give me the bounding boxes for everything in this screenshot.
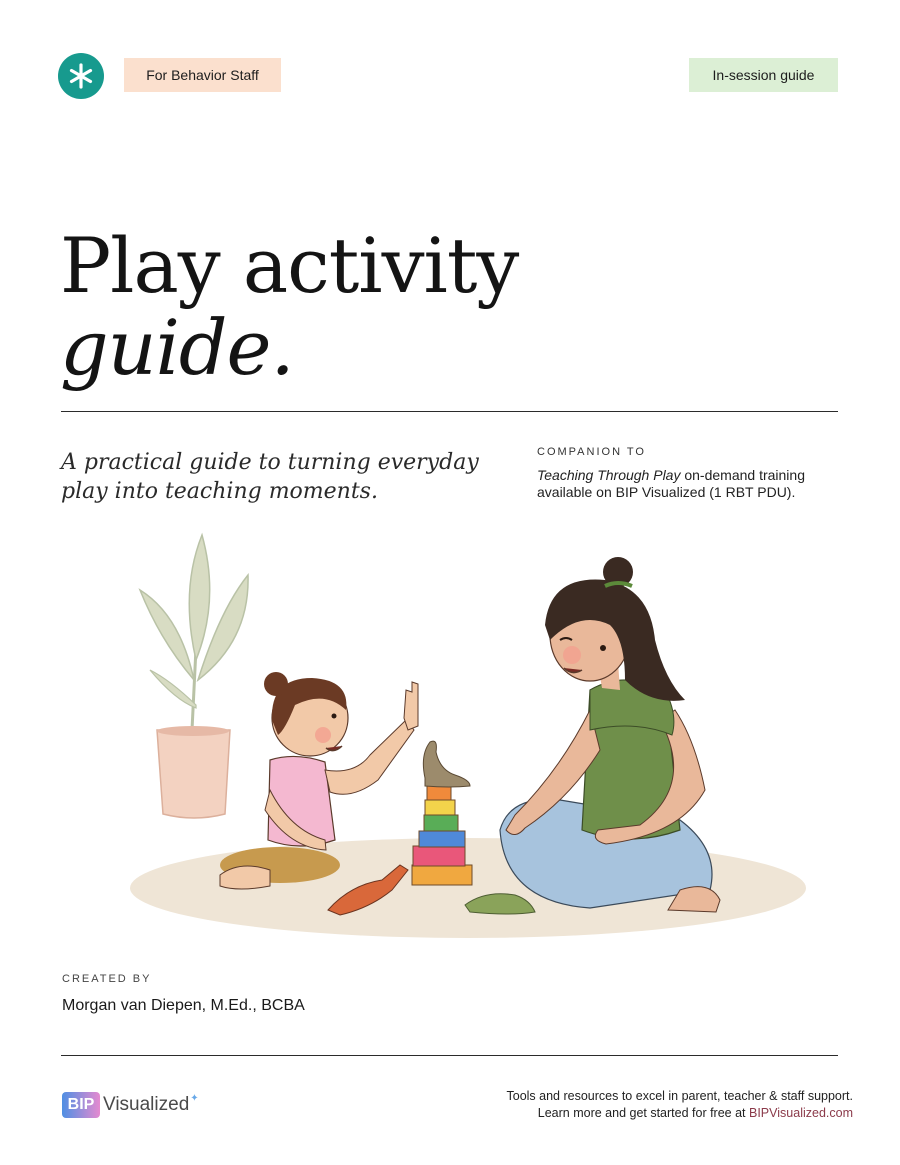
- audience-tag: For Behavior Staff: [124, 58, 281, 92]
- block-tower: [412, 774, 472, 885]
- footer-tagline: Tools and resources to excel in parent, teacher & staff support.: [506, 1089, 853, 1103]
- companion-detail: on-demand training available on BIP Visualized (1 RBT PDU).: [537, 467, 805, 500]
- adult-figure: [500, 557, 720, 912]
- bottom-divider: [61, 1055, 838, 1056]
- potted-plant: [140, 535, 248, 818]
- footer-cta-text: Learn more and get started for free at: [537, 1106, 749, 1120]
- companion-description: [537, 467, 837, 501]
- course-name: Teaching Through Play: [537, 467, 681, 483]
- guide-type-tag: In-session guide: [689, 58, 838, 92]
- subtitle: A practical guide to turning everyday play into teaching moments.: [61, 450, 479, 504]
- asterisk-icon: [67, 62, 95, 90]
- title-line-1: Play activity: [60, 221, 519, 310]
- title-line-2: guide.: [60, 303, 294, 392]
- brand-badge: BIP: [62, 1092, 100, 1118]
- page-title: [60, 221, 519, 392]
- companion-label: COMPANION TO: [537, 446, 646, 458]
- creator-name: Morgan van Diepen, M.Ed., BCBA: [62, 997, 305, 1014]
- play-illustration: [120, 530, 820, 950]
- website-link[interactable]: BIPVisualized.com: [749, 1106, 853, 1120]
- top-divider: [61, 411, 838, 412]
- brand-wordmark: Visualized: [103, 1094, 190, 1115]
- bip-visualized-logo: [62, 1092, 199, 1118]
- created-by-label: CREATED BY: [62, 973, 152, 985]
- footer-cta: [507, 1105, 854, 1122]
- sparkle-icon: ✦: [190, 1092, 199, 1104]
- brand-asterisk-logo: [58, 53, 104, 99]
- footer-text: [507, 1088, 854, 1122]
